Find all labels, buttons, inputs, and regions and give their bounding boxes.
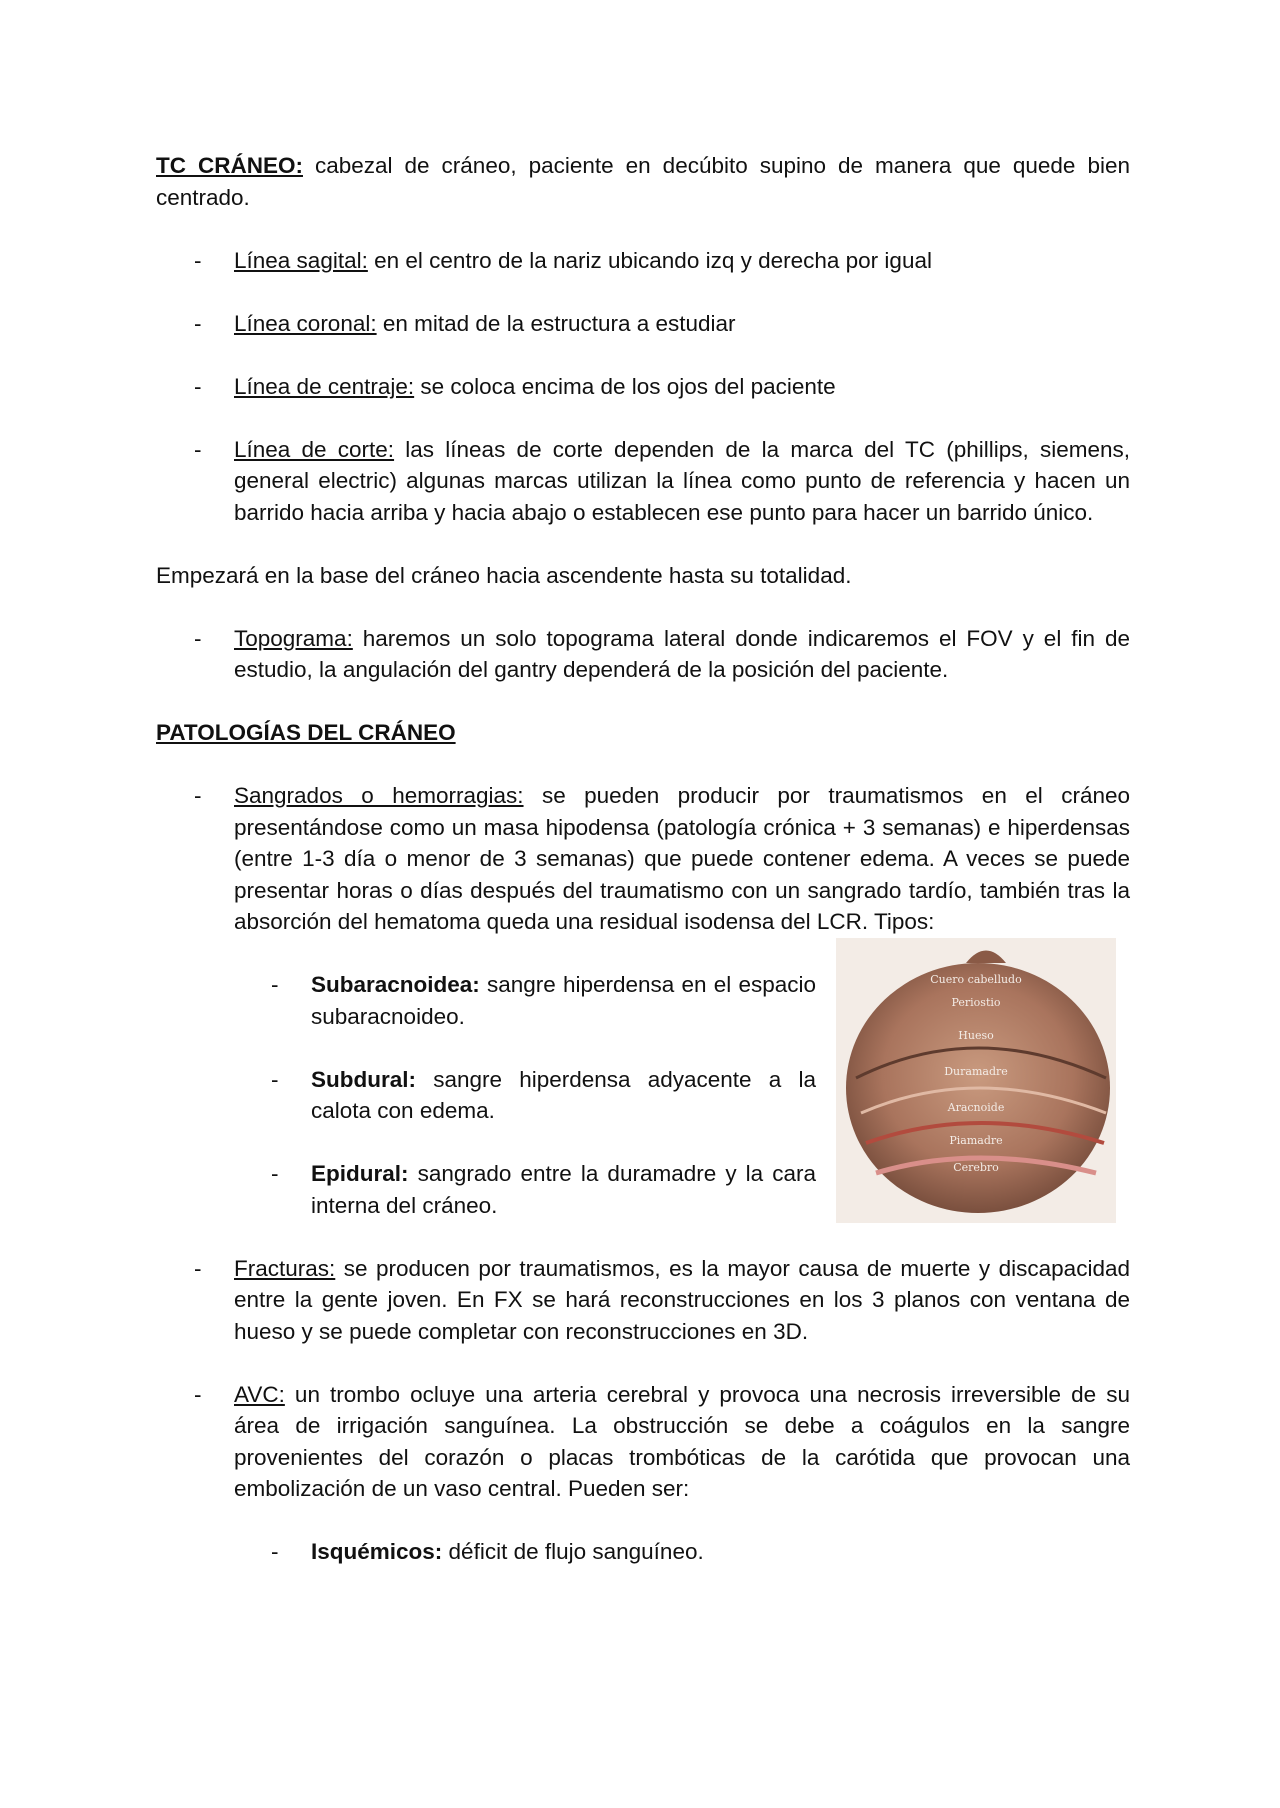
types-column (156, 938, 816, 1222)
skin-flap (966, 950, 1006, 963)
intro-title: TC CRÁNEO: (156, 153, 303, 178)
sub-item-isquemicos: - Isquémicos: déficit de flujo sanguíneo. (271, 1539, 704, 1564)
figure-label: Hueso (958, 1028, 994, 1042)
list-item-sangrados: - Sangrados o hemorragias: se pueden producir por traumatismos en el cráneo presentándose como un masa hipodensa (patología crónica + 3 semanas) e hiperdensas (entre 1-3 día o menor de 3 semanas) que puede contener edema. A veces se puede presentar horas o días después del traumatismo con un sangrado tardío, también tras la absorción del hematoma queda una residual isodensa del LCR. Tipos: (194, 783, 1131, 934)
figure-label: Aracnoide (947, 1100, 1005, 1114)
skull-layers-illustration (836, 938, 1116, 1223)
figure-label: Piamadre (949, 1133, 1003, 1147)
list-item-corte: - Línea de corte: las líneas de corte dependen de la marca del TC (phillips, siemens, general electric) algunas marcas utilizan la línea como punto de referencia y hacen un barrido hacia arriba y hacia abajo o establecen ese punto para hacer un barrido único. (194, 436, 1130, 525)
list-item-fracturas: - Fracturas: se producen por traumatismos, es la mayor causa de muerte y discapacidad entre la gente joven. En FX se hará reconstrucciones en los 3 planos con ventana de hueso y se puede completar con reconstrucciones en 3D. (194, 1255, 1130, 1344)
pathologies-heading: PATOLOGÍAS DEL CRÁNEO (156, 720, 456, 745)
figure-label: Cerebro (953, 1160, 999, 1174)
intro-text: cabezal de cráneo, paciente en decúbito supino de manera que quede bien centrado. (156, 153, 1130, 210)
list-item-coronal: - Línea coronal: en mitad de la estructura a estudiar (194, 310, 736, 336)
list-item-topograma: - Topograma: haremos un solo topograma lateral donde indicaremos el FOV y el fin de estudio, la angulación del gantry dependerá de la posición del paciente. (194, 625, 1130, 682)
list-item-sagital: - Línea sagital: en el centro de la nariz ubicando izq y derecha por igual (194, 247, 932, 273)
figure-label: Cuero cabelludo (930, 972, 1022, 986)
skull-layers-figure (836, 938, 1116, 1223)
figure-label: Duramadre (944, 1064, 1008, 1078)
document-page (156, 150, 1130, 1568)
list-item-centraje: - Línea de centraje: se coloca encima de los ojos del paciente (194, 373, 836, 399)
sub-item-subaracnoidea: - Subaracnoidea: sangre hiperdensa en el espacio subaracnoideo. (271, 972, 816, 1029)
sub-item-subdural: - Subdural: sangre hiperdensa adyacente a la calota con edema. (271, 1066, 816, 1123)
intro-paragraph (156, 150, 1130, 213)
types-section (156, 938, 1130, 1222)
start-paragraph: Empezará en la base del cráneo hacia ascendente hasta su totalidad. (156, 562, 852, 588)
list-item-avc: - AVC: un trombo ocluye una arteria cerebral y provoca una necrosis irreversible de su área de irrigación sanguínea. La obstrucción se debe a coágulos en la sangre provenientes del corazón o placas trombóticas de la carótida que provocan una embolización de un vaso central. Pueden ser: (194, 1381, 1130, 1501)
sub-item-epidural: - Epidural: sangrado entre la duramadre y la cara interna del cráneo. (271, 1161, 816, 1218)
figure-label: Periostio (951, 995, 1001, 1009)
